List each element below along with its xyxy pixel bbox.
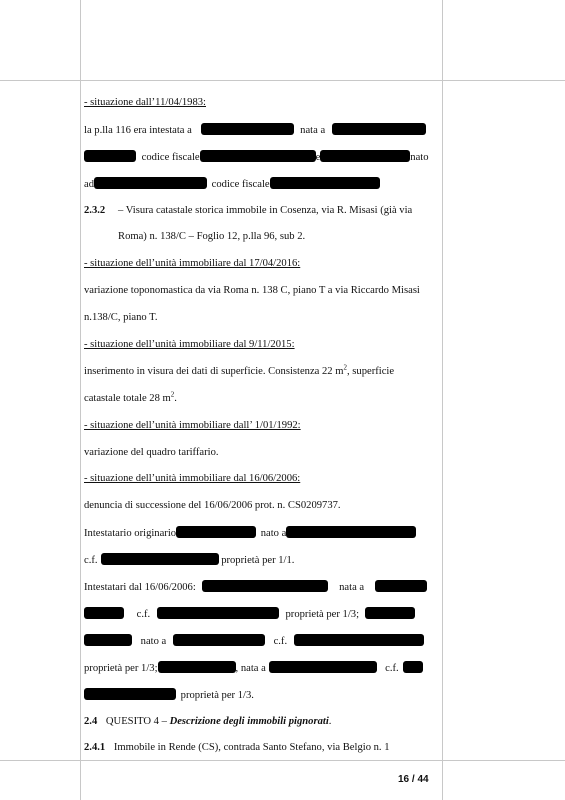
text-line: c.f. proprietà per 1/1.: [84, 555, 295, 566]
text-line: nato a c.f.: [84, 634, 424, 648]
redaction-block: [84, 634, 132, 646]
text-line: variazione toponomastica da via Roma n. 138 C, piano T a via Riccardo Misasi: [84, 285, 420, 296]
redaction-block: [84, 688, 176, 700]
text-line: proprietà per 1/3; , nata a c.f.: [84, 661, 423, 675]
redaction-block: [202, 580, 328, 592]
redaction-block: [200, 150, 316, 162]
text-line: inserimento in visura dei dati di superficie. Consistenza 22 $m^2$, superficie: [84, 363, 395, 377]
redaction-block: [286, 526, 416, 538]
section-title-continuation: Roma) n. 138/C – Foglio 12, p.lla 96, sub 2.: [118, 231, 306, 242]
text-line: variazione del quadro tariffario.: [84, 447, 219, 458]
text-line: proprietà per 1/3.: [84, 688, 254, 702]
redaction-block: [84, 150, 136, 162]
section-heading-2-4-1: 2.4.1 Immobile in Rende (CS), contrada Santo Stefano, via Belgio n. 1: [84, 742, 390, 753]
redaction-block: [269, 661, 377, 673]
redaction-block: [270, 177, 380, 189]
situation-heading: - situazione dell’unità immobiliare dal 9/11/2015:: [84, 339, 295, 350]
redaction-block: [294, 634, 424, 646]
redaction-block: [365, 607, 415, 619]
redaction-block: [173, 634, 265, 646]
situation-heading: - situazione dell’unità immobiliare dal 16/06/2006:: [84, 473, 301, 484]
bottom-margin-line: [0, 760, 565, 761]
redaction-block: [201, 123, 294, 135]
situation-heading-1983: - situazione dall’11/04/1983:: [84, 97, 206, 108]
text-line: denuncia di successione del 16/06/2006 prot. n. CS0209737.: [84, 500, 341, 511]
section-title-2-3-2: – Visura catastale storica immobile in Cosenza, via R. Misasi (già via: [118, 205, 413, 216]
top-margin-line: [0, 80, 565, 81]
redaction-block: [403, 661, 423, 673]
section-number-2-3-2: 2.3.2: [84, 205, 106, 216]
redaction-block: [320, 150, 410, 162]
redaction-block: [157, 607, 279, 619]
text-line: Intestatari dal 16/06/2006: nata a: [84, 580, 427, 594]
redaction-block: [176, 526, 256, 538]
section-heading-2-4: 2.4 QUESITO 4 – Descrizione degli immobili pignorati.: [84, 716, 332, 727]
situation-heading: - situazione dell’unità immobiliare dal 17/04/2016:: [84, 258, 301, 269]
redaction-block: [158, 661, 236, 673]
text-line: la p.lla 116 era intestata a nata a: [84, 123, 426, 137]
text-line: n.138/C, piano T.: [84, 312, 158, 323]
redaction-block: [84, 607, 124, 619]
text-line: c.f. proprietà per 1/3;: [84, 607, 415, 621]
redaction-block: [101, 553, 219, 565]
text-line: catastale totale 28 $m^2$.: [84, 390, 177, 404]
redaction-block: [332, 123, 426, 135]
redaction-block: [375, 580, 427, 592]
text-line: ad codice fiscale: [84, 177, 380, 191]
page-number: 16 / 44: [398, 774, 429, 785]
left-margin-line: [80, 0, 81, 800]
situation-heading: - situazione dell’unità immobiliare dall’ 1/01/1992:: [84, 420, 301, 431]
right-margin-line: [442, 0, 443, 800]
text-line: codice fiscale e nato: [84, 150, 429, 164]
text-line: Intestatario originario nato a: [84, 526, 416, 540]
redaction-block: [94, 177, 207, 189]
